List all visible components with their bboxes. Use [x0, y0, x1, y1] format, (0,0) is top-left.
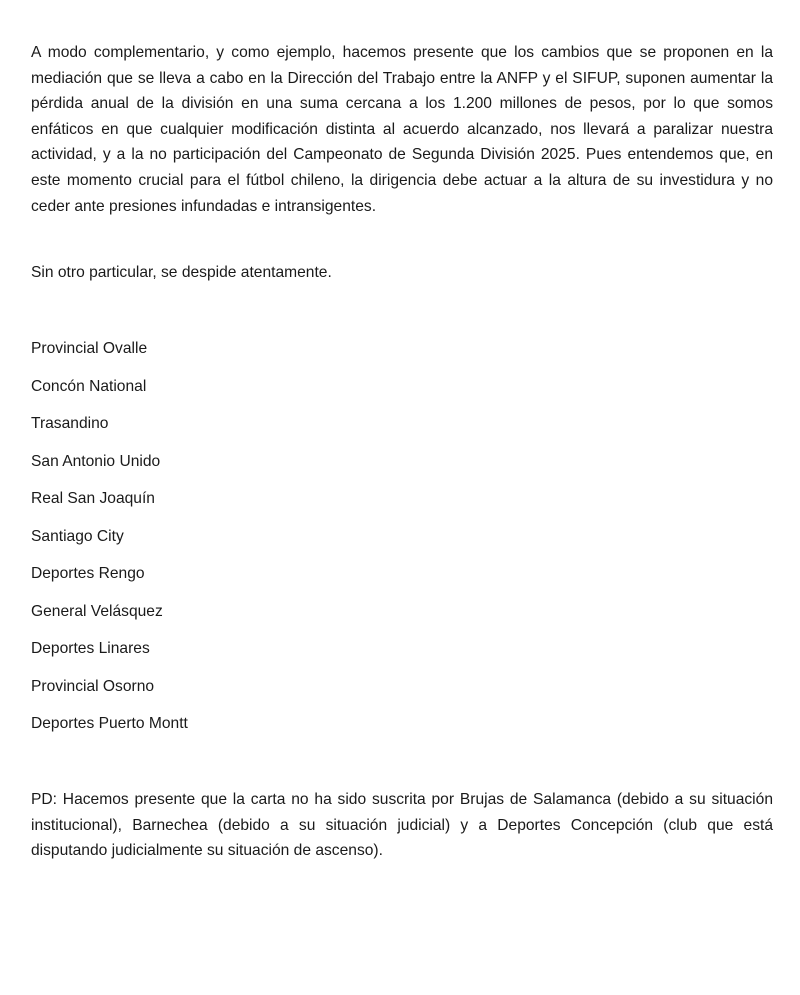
postscript: PD: Hacemos presente que la carta no ha sido suscrita por Brujas de Salamanca (debido a su situación institucional), Barnechea (debido a su situación judicial) y a Deportes Concepción (club que está disputando judicialmente su situación de ascenso).: [31, 791, 773, 860]
signatory-item: Trasandino: [31, 415, 109, 432]
signatory-item: Provincial Osorno: [31, 677, 155, 695]
signatory-item: Real San Joaquín: [31, 490, 155, 507]
signatory-item: General Velásquez: [31, 602, 163, 620]
closing-line: Sin otro particular, se despide atentamente.: [31, 264, 332, 281]
signatory-item: Provincial Ovalle: [31, 340, 148, 357]
signatory-item: Deportes Linares: [31, 640, 150, 657]
signatory-item: San Antonio Unido: [31, 452, 161, 470]
signatory-list: [31, 338, 188, 751]
signatory-item: Deportes Rengo: [31, 565, 145, 582]
body-paragraph: A modo complementario, y como ejemplo, hacemos presente que los cambios que se proponen en la mediación que se lleva a cabo en la Dirección del Trabajo entre la ANFP y el SIFUP, suponen aumentar la pérdida anual de la división en una suma cercana a los 1.200 millones de pesos, por lo que somos enfáticos en que cualquier modificación distinta al acuerdo alcanzado, nos llevará a paralizar nuestra actividad, y a la no participación del Campeonato de Segunda División 2025. Pues entendemos que, en este momento crucial para el fútbol chileno, la dirigencia debe actuar a la altura de su investidura y no ceder ante presiones infundadas e intransigentes.: [31, 44, 773, 215]
signatory-item: Deportes Puerto Montt: [31, 715, 188, 732]
signatory-item: Concón National: [31, 377, 147, 395]
signatory-item: Santiago City: [31, 527, 124, 545]
